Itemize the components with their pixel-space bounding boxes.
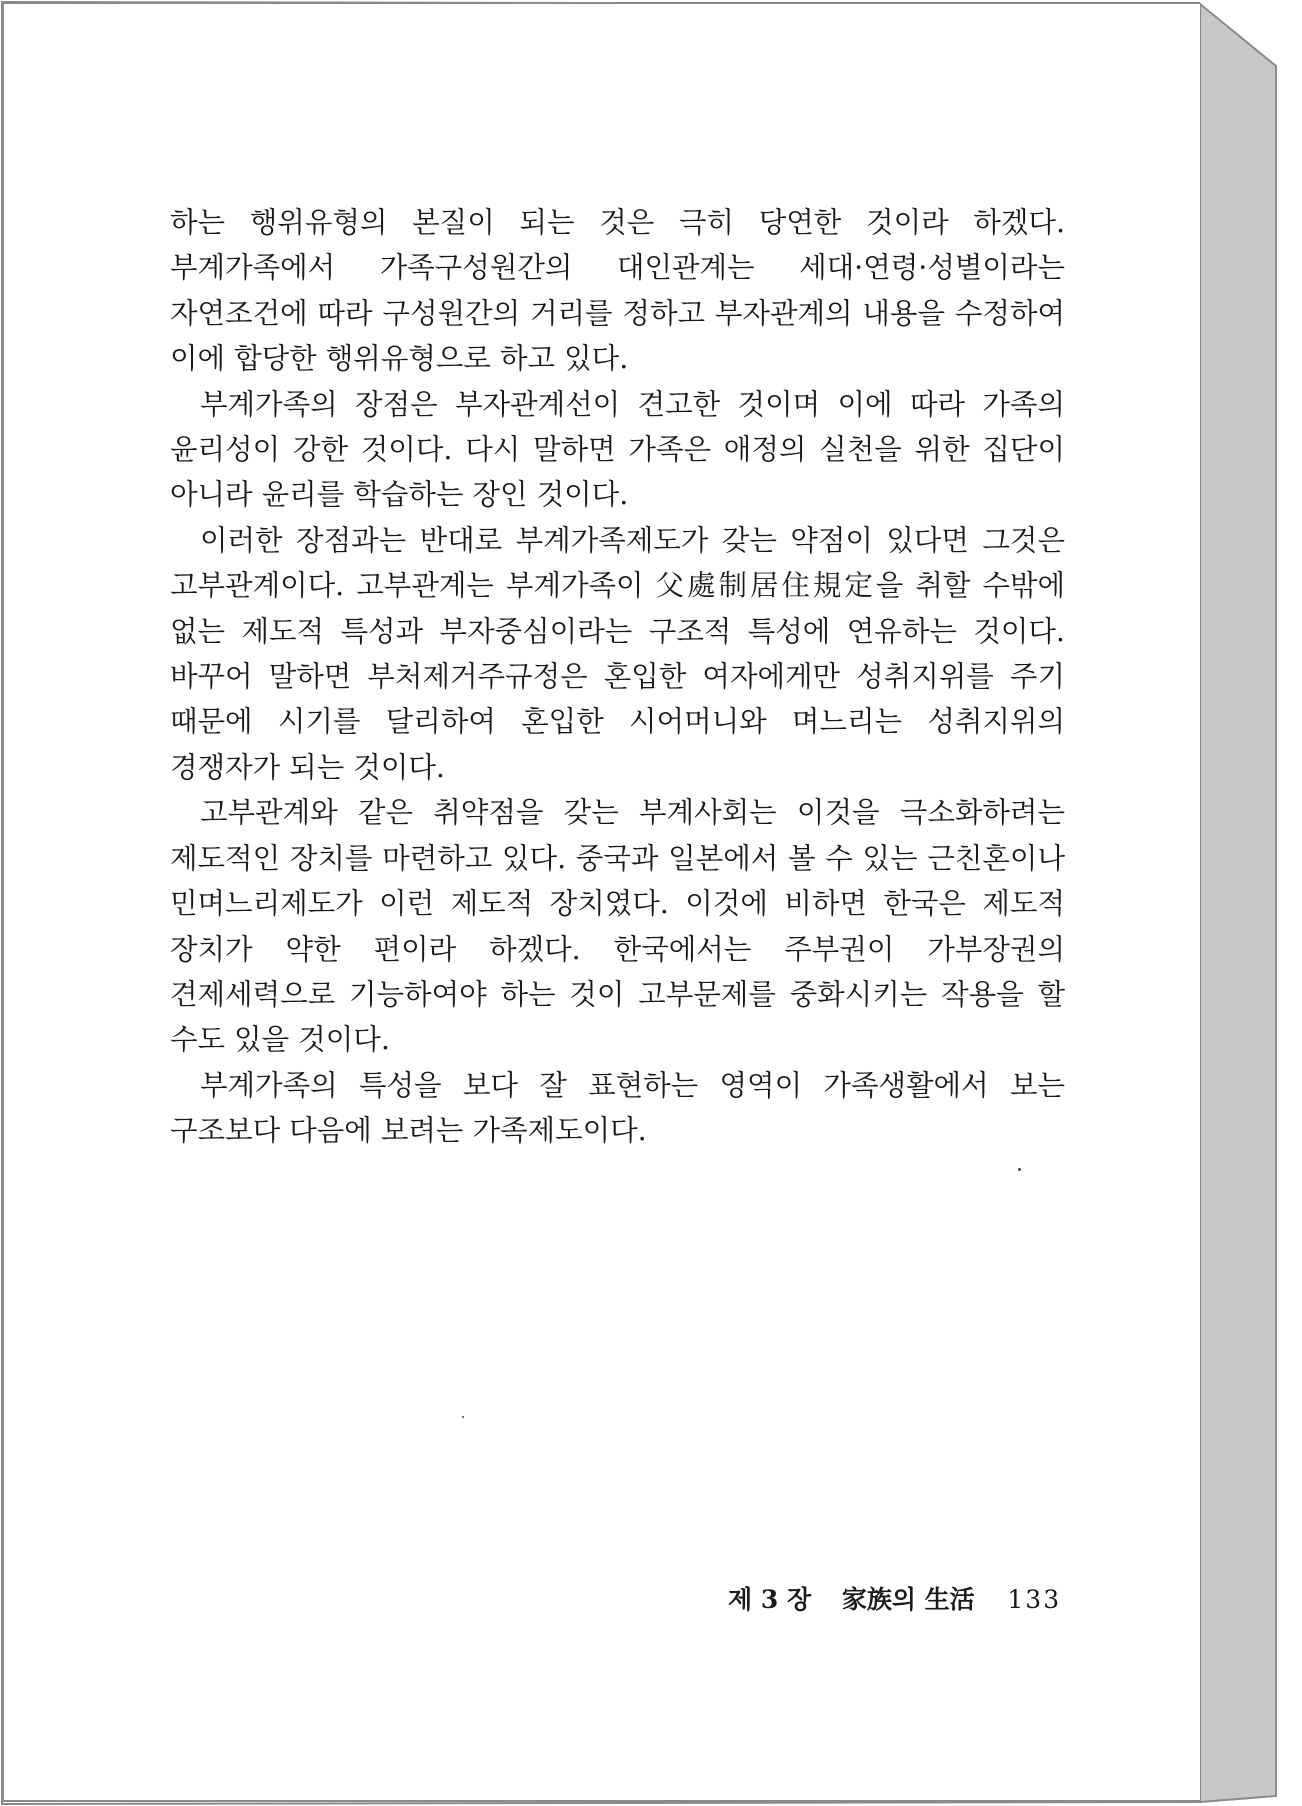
paragraph-1: 하는 행위유형의 본질이 되는 것은 극히 당연한 것이라 하겠다. 부계가족에서 가족구성원간의 대인관계는 세대·연령·성별이라는 자연조건에 따라 구성원간의 거리를 정하고 부자관계의 내용을 수정하여 이에 합당한 행위유형으로 하고 있다. [170,206,1065,376]
scan-speck [1018,1168,1021,1171]
paragraph-4: 고부관계와 같은 취약점을 갖는 부계사회는 이것을 극소화하려는 제도적인 장치를 마련하고 있다. 중국과 일본에서 볼 수 있는 근친혼이나 민며느리제도가 이런 제도적 장치였다. 이것에 비하면 한국은 제도적 장치가 약한 편이라 하겠다. 한국에서는 주부권이 가부장권의 견제세력으로 기능하여야 하는 것이 고부문제를 중화시키는 작용을 할 수도 있을 것이다. [170,796,1065,1057]
paragraph-3: 이러한 장점과는 반대로 부계가족제도가 갖는 약점이 있다면 그것은 고부관계이다. 고부관계는 부계가족이 父處制居住規定을 취할 수밖에 없는 제도적 특성과 부자중심이라는 구조적 특성에 연유하는 것이다. 바꾸어 말하면 부처제거주규정은 혼입한 여자에게만 성취지위를 주기 때문에 시기를 달리하여 혼입한 시어머니와 며느리는 성취지위의 경쟁자가 되는 것이다. [170,523,1065,784]
footer-title: 家族의 生活 [841,1585,975,1614]
book-side-thickness [1200,4,1276,1802]
footer-chapter: 제 3 장 [728,1585,812,1614]
paragraph-2: 부계가족의 장점은 부자관계선이 견고한 것이며 이에 따라 가족의 윤리성이 강한 것이다. 다시 말하면 가족은 애정의 실천을 위한 집단이 아니라 윤리를 학습하는 장인 것이다. [170,387,1065,512]
paragraph-5: 부계가족의 특성을 보다 잘 표현하는 영역이 가족생활에서 보는 구조보다 다음에 보려는 가족제도이다. [170,1068,1065,1148]
body-text [170,200,1065,1154]
scan-speck [462,1416,464,1418]
page-number: 133 [1007,1585,1062,1614]
page-footer [728,1580,1062,1616]
